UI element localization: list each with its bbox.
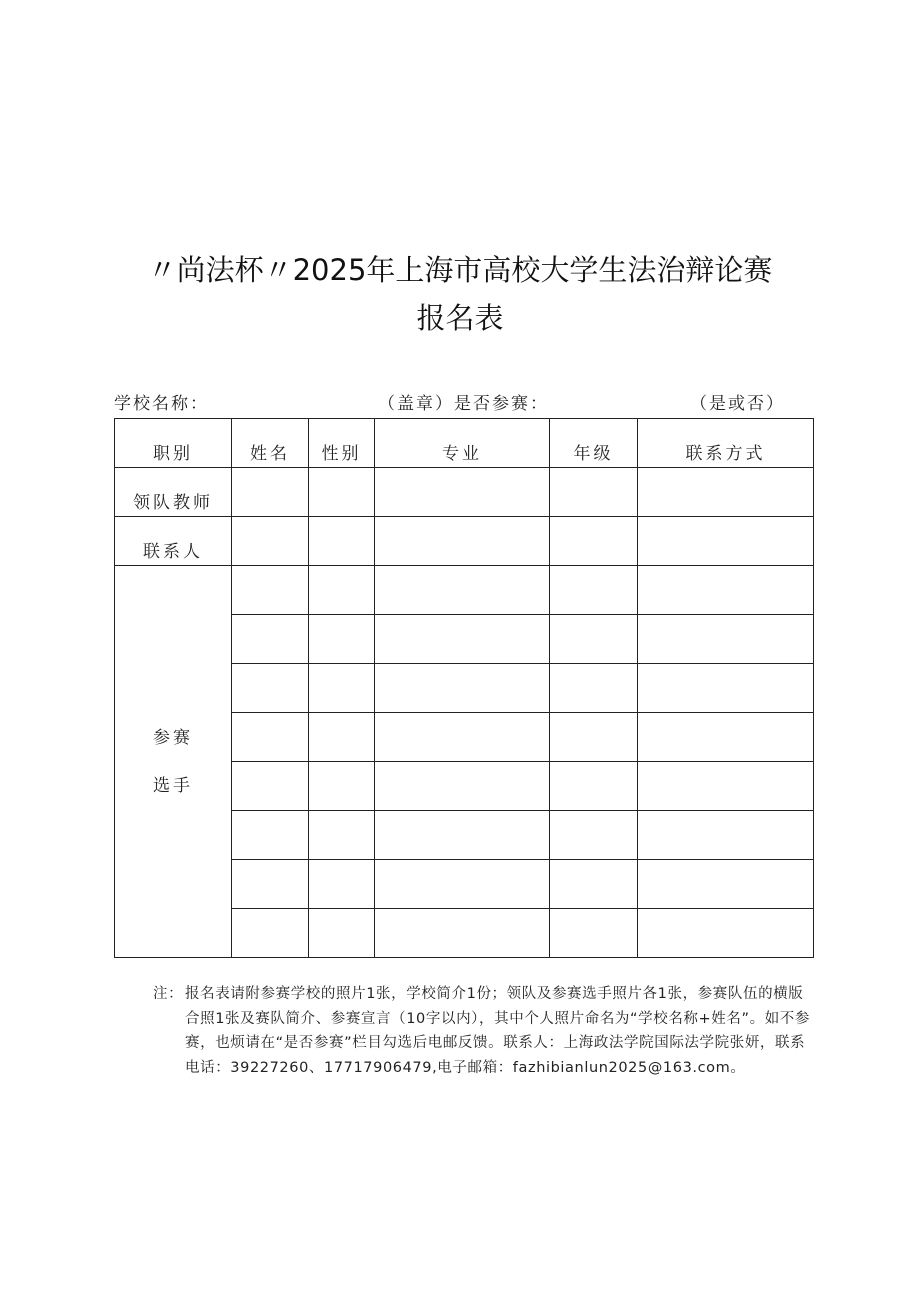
table-cell[interactable] bbox=[375, 811, 550, 860]
row-label-leader: 领队教师 bbox=[115, 468, 232, 517]
form-title-line1: 〃尚法杯〃2025年上海市高校大学生法治辩论赛 bbox=[147, 253, 773, 287]
table-cell[interactable] bbox=[309, 909, 375, 958]
registration-table bbox=[114, 418, 814, 958]
table-cell[interactable] bbox=[309, 566, 375, 615]
table-cell[interactable] bbox=[638, 566, 814, 615]
table-cell[interactable] bbox=[232, 664, 309, 713]
table-cell[interactable] bbox=[550, 615, 638, 664]
table-cell[interactable] bbox=[232, 615, 309, 664]
header-name: 姓名 bbox=[232, 419, 309, 468]
table-cell[interactable] bbox=[638, 909, 814, 958]
table-cell[interactable] bbox=[550, 860, 638, 909]
table-header-row bbox=[115, 419, 814, 468]
header-major: 专业 bbox=[375, 419, 550, 468]
table-cell[interactable] bbox=[375, 566, 550, 615]
header-gender: 性别 bbox=[309, 419, 375, 468]
table-cell[interactable] bbox=[638, 468, 814, 517]
table-cell[interactable] bbox=[309, 713, 375, 762]
table-cell[interactable] bbox=[309, 811, 375, 860]
table-cell[interactable] bbox=[550, 909, 638, 958]
table-cell[interactable] bbox=[638, 713, 814, 762]
table-row-player bbox=[115, 566, 814, 615]
table-cell[interactable] bbox=[232, 762, 309, 811]
table-cell[interactable] bbox=[375, 860, 550, 909]
table-cell[interactable] bbox=[232, 468, 309, 517]
table-cell[interactable] bbox=[550, 664, 638, 713]
table-cell[interactable] bbox=[309, 517, 375, 566]
header-contact: 联系方式 bbox=[638, 419, 814, 468]
footnote bbox=[153, 982, 813, 1080]
table-cell[interactable] bbox=[375, 615, 550, 664]
header-position: 职别 bbox=[115, 419, 232, 468]
footnote-prefix: 注： bbox=[153, 986, 184, 1002]
table-cell[interactable] bbox=[550, 811, 638, 860]
table-cell[interactable] bbox=[638, 762, 814, 811]
table-cell[interactable] bbox=[638, 517, 814, 566]
table-cell[interactable] bbox=[232, 909, 309, 958]
table-row-leader bbox=[115, 468, 814, 517]
table-cell[interactable] bbox=[375, 909, 550, 958]
table-cell[interactable] bbox=[232, 860, 309, 909]
table-cell[interactable] bbox=[309, 664, 375, 713]
table-cell[interactable] bbox=[232, 566, 309, 615]
table-cell[interactable] bbox=[375, 762, 550, 811]
table-cell[interactable] bbox=[309, 615, 375, 664]
row-label-players-line1: 参赛 bbox=[153, 727, 193, 748]
table-cell[interactable] bbox=[550, 713, 638, 762]
yes-or-no-label: （是或否） bbox=[690, 394, 785, 414]
school-name-label: 学校名称： bbox=[114, 394, 209, 414]
row-label-players-line2: 选手 bbox=[153, 775, 193, 796]
table-row-contact bbox=[115, 517, 814, 566]
table-cell[interactable] bbox=[638, 860, 814, 909]
table-cell[interactable] bbox=[232, 517, 309, 566]
table-cell[interactable] bbox=[375, 517, 550, 566]
row-label-players bbox=[115, 566, 232, 958]
table-cell[interactable] bbox=[550, 566, 638, 615]
seal-participate-label: （盖章）是否参赛： bbox=[378, 394, 549, 414]
table-cell[interactable] bbox=[309, 762, 375, 811]
table-cell[interactable] bbox=[375, 664, 550, 713]
table-cell[interactable] bbox=[550, 468, 638, 517]
row-label-contact: 联系人 bbox=[115, 517, 232, 566]
table-cell[interactable] bbox=[232, 713, 309, 762]
footnote-text: 报名表请附参赛学校的照片1张，学校简介1份；领队及参赛选手照片各1张，参赛队伍的横版合照1张及赛队简介、参赛宣言（10字以内），其中个人照片命名为“学校名称+姓名”。如不参赛，也烦请在“是否参赛”栏目勾选后电邮反馈。联系人：上海政法学院国际法学院张妍，联系电话：39227260、17717906479,电子邮箱：fazhibianlun2025@163.com。 bbox=[185, 986, 810, 1076]
table-cell[interactable] bbox=[309, 860, 375, 909]
table-cell[interactable] bbox=[550, 762, 638, 811]
table-cell[interactable] bbox=[638, 664, 814, 713]
table-cell[interactable] bbox=[309, 468, 375, 517]
table-cell[interactable] bbox=[232, 811, 309, 860]
table-cell[interactable] bbox=[375, 713, 550, 762]
table-cell[interactable] bbox=[638, 811, 814, 860]
table-cell[interactable] bbox=[638, 615, 814, 664]
header-grade: 年级 bbox=[550, 419, 638, 468]
form-title-line2: 报名表 bbox=[416, 301, 504, 335]
table-cell[interactable] bbox=[375, 468, 550, 517]
table-cell[interactable] bbox=[550, 517, 638, 566]
